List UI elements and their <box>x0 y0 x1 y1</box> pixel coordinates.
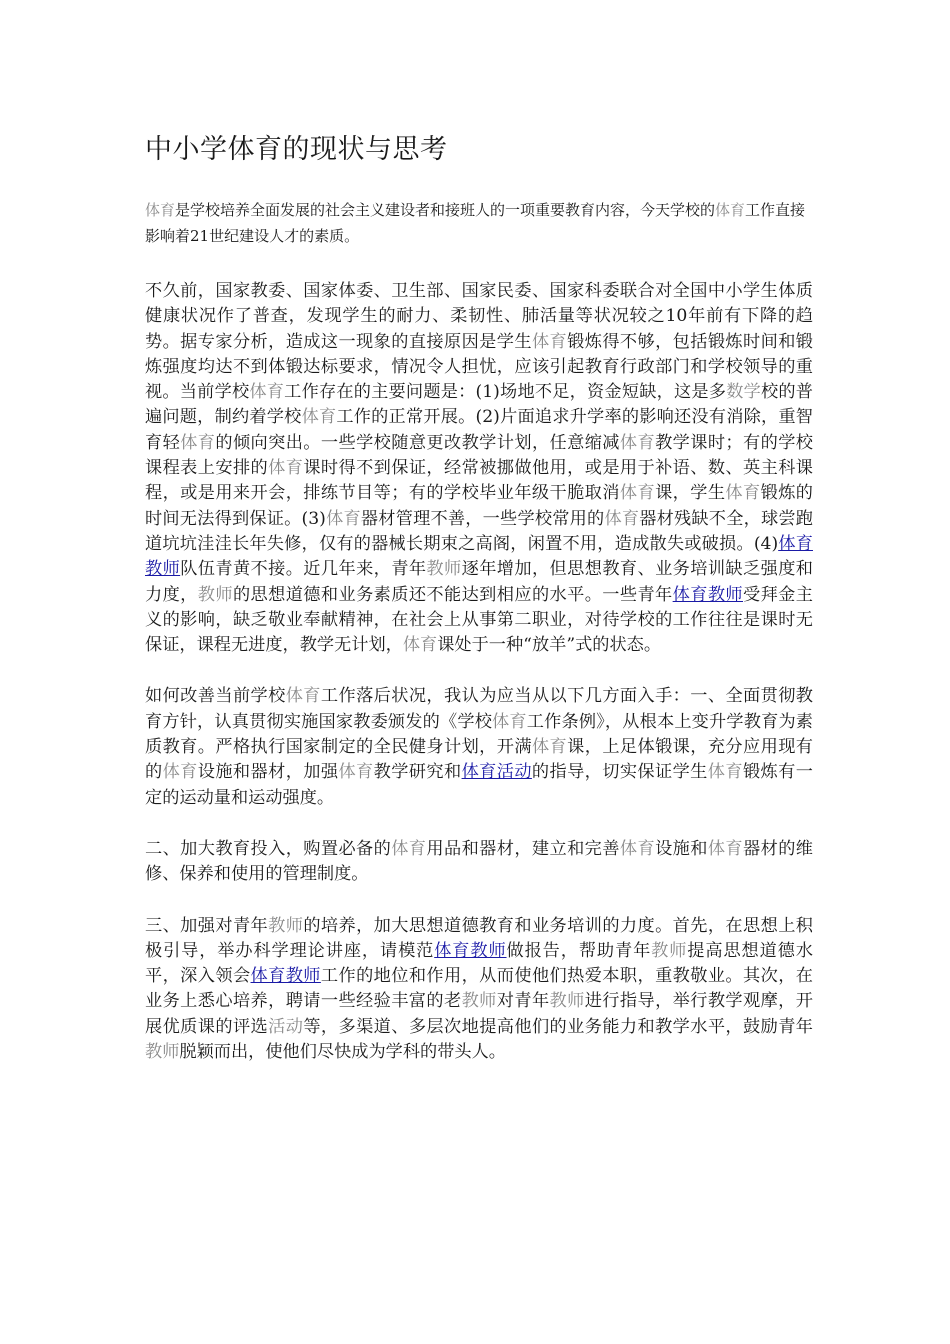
text-segment: 等，多渠道、多层次地提高他们的业务能力和教学水平，鼓励青年 <box>303 1016 813 1037</box>
text-segment: 课时得不到保证，经常被挪做他用，或是用于补语、数、英主科课程，或是用来开会，排练节目等；有的学校毕业年级干脆取消 <box>145 458 813 504</box>
text-segment: 校的普遍问题，制约着学校 <box>145 382 813 428</box>
keyword-highlight: 体育 <box>145 201 176 219</box>
keyword-highlight: 体育 <box>725 483 761 504</box>
keyword-highlight: 体育 <box>707 762 743 783</box>
text-segment: 器材管理不善，一些学校常用的 <box>360 508 605 529</box>
keyword-link[interactable]: 体育教师 <box>250 966 321 987</box>
keyword-highlight: 体育 <box>285 686 321 707</box>
text-segment: 对青年 <box>496 991 550 1012</box>
text-segment: 工作条例》，从根本上变升学教育为素质教育。严格执行国家制定的全民健身计划，开满 <box>145 711 813 758</box>
keyword-highlight: 教师 <box>268 915 304 936</box>
text-segment: 锻炼有一定的运动量和运动强度。 <box>145 762 813 808</box>
text-segment: 的倾向突出。一些学校随意更改教学计划，任意缩减 <box>215 432 620 453</box>
keyword-highlight: 教师 <box>426 559 462 580</box>
keyword-highlight: 体育 <box>402 635 438 656</box>
keyword-highlight: 教师 <box>549 991 585 1012</box>
keyword-highlight: 体育 <box>619 483 656 504</box>
text-segment: 锻炼得不够，包括锻炼时间和锻炼强度均达不到体锻达标要求，情况令人担忧，应该引起教育行政部门和学校领导的重视。当前学校 <box>145 331 813 403</box>
keyword-link[interactable]: 体育教师 <box>145 533 813 580</box>
keyword-highlight: 体育 <box>619 432 656 453</box>
keyword-highlight: 体育 <box>391 838 427 859</box>
text-segment: 设施和器材，加强 <box>197 762 339 783</box>
text-segment: 课，学生 <box>655 483 726 504</box>
text-segment: 用品和器材，建立和完善 <box>426 838 620 859</box>
text-segment: 逐年增加，但思想教育、业务培训缺乏强度和力度， <box>145 559 813 605</box>
keyword-highlight: 体育 <box>301 407 337 428</box>
text-segment: 是学校培养全面发展的社会主义建设者和接班人的一项重要教育内容，今天学校的 <box>175 201 716 219</box>
text-segment: 提高思想道德水平，深入领会 <box>145 940 813 987</box>
text-segment: 二、加大教育投入，购置必备的 <box>145 838 392 859</box>
keyword-highlight: 体育 <box>180 432 216 453</box>
document-title: 中小学体育的现状与思考 <box>145 134 448 165</box>
text-segment: 器材的维修、保养和使用的管理制度。 <box>145 838 813 885</box>
keyword-highlight: 体育 <box>268 458 304 479</box>
improvement-paragraph-3 <box>145 914 813 1066</box>
text-segment: 教学课时；有的学校课程表上安排的 <box>145 432 813 479</box>
document-body <box>145 197 813 1065</box>
text-segment: 的指导，切实保证学生 <box>531 762 708 783</box>
text-segment: 队伍青黄不接。近几年来，青年 <box>180 559 427 580</box>
text-segment: 工作直接影响着21世纪建设人才的素质。 <box>145 201 806 245</box>
keyword-highlight: 数学 <box>726 382 761 403</box>
keyword-highlight: 体育 <box>338 762 374 783</box>
text-segment: 不久前，国家教委、国家体委、卫生部、国家民委、国家科委联合对全国中小学生体质健康状况作了普查，发现学生的耐力、柔韧性、肺活量等状况较之10年前有下降的趋势。据专家分析，造成这一现象的直接原因是学生 <box>145 281 813 352</box>
keyword-link[interactable]: 体育活动 <box>461 762 532 783</box>
improvement-paragraph-2 <box>145 837 813 888</box>
intro-paragraph <box>145 197 813 249</box>
text-segment: 脱颖而出，使他们尽快成为学科的带头人。 <box>179 1042 506 1063</box>
text-segment: 如何改善当前学校 <box>145 686 286 707</box>
keyword-highlight: 教师 <box>197 584 233 605</box>
keyword-highlight: 体育 <box>492 711 527 732</box>
text-segment: 受拜金主义的影响，缺乏敬业奉献精神，在社会上从事第二职业，对待学校的工作往往是课时无保证，课程无进度，教学无计划， <box>145 584 813 656</box>
keyword-highlight: 活动 <box>268 1016 304 1037</box>
keyword-highlight: 教师 <box>145 1042 180 1063</box>
text-segment: 器材残缺不全，球尝跑道坑坑洼洼长年失修，仅有的器械长期束之高阁，闲置不用，造成散失或破损。(4) <box>145 508 813 554</box>
keyword-highlight: 体育 <box>619 838 656 859</box>
improvement-paragraph-1 <box>145 684 813 810</box>
keyword-highlight: 体育 <box>715 201 746 219</box>
text-segment: 工作落后状况，我认为应当从以下几方面入手：一、全面贯彻教育方针，认真贯彻实施国家教委颁发的《学校 <box>145 686 813 732</box>
text-segment: 设施和 <box>655 838 708 859</box>
keyword-highlight: 体育 <box>531 737 568 758</box>
keyword-highlight: 体育 <box>249 382 285 403</box>
text-segment: 的培养，加大思想道德教育和业务培训的力度。首先，在思想上积极引导，举办科学理论讲座，请模范 <box>145 915 813 961</box>
text-segment: 做报告，帮助青年 <box>506 940 652 961</box>
keyword-highlight: 体育 <box>162 762 198 783</box>
text-segment: 锻炼的时间无法得到保证。(3) <box>145 483 813 529</box>
text-segment: 三、加强对青年 <box>145 915 269 936</box>
keyword-highlight: 教师 <box>651 940 688 961</box>
keyword-highlight: 教师 <box>461 991 497 1012</box>
keyword-highlight: 体育 <box>325 508 361 529</box>
document-page <box>145 132 813 1091</box>
keyword-highlight: 体育 <box>604 508 640 529</box>
text-segment: 工作存在的主要问题是：(1)场地不足，资金短缺，这是多 <box>284 382 727 403</box>
keyword-link[interactable]: 体育教师 <box>672 584 743 605</box>
text-segment: 工作的正常开展。(2)片面追求升学率的影响还没有消除，重智育轻 <box>145 407 813 453</box>
keyword-link[interactable]: 体育教师 <box>434 940 507 961</box>
text-segment: 课，上足体锻课，充分应用现有的 <box>145 737 813 783</box>
status-paragraph <box>145 279 813 658</box>
text-segment: 的思想道德和业务素质还不能达到相应的水平。一些青年 <box>232 584 673 605</box>
text-segment: 进行指导，举行教学观摩，开展优质课的评选 <box>145 991 813 1037</box>
text-segment: 课处于一种“放羊”式的状态。 <box>437 635 662 656</box>
text-segment: 工作的地位和作用，从而使他们热爱本职，重教敬业。其次，在业务上悉心培养，聘请一些经验丰富的老 <box>145 966 813 1012</box>
keyword-highlight: 体育 <box>707 838 744 859</box>
keyword-highlight: 体育 <box>531 331 568 352</box>
text-segment: 教学研究和 <box>373 762 462 783</box>
